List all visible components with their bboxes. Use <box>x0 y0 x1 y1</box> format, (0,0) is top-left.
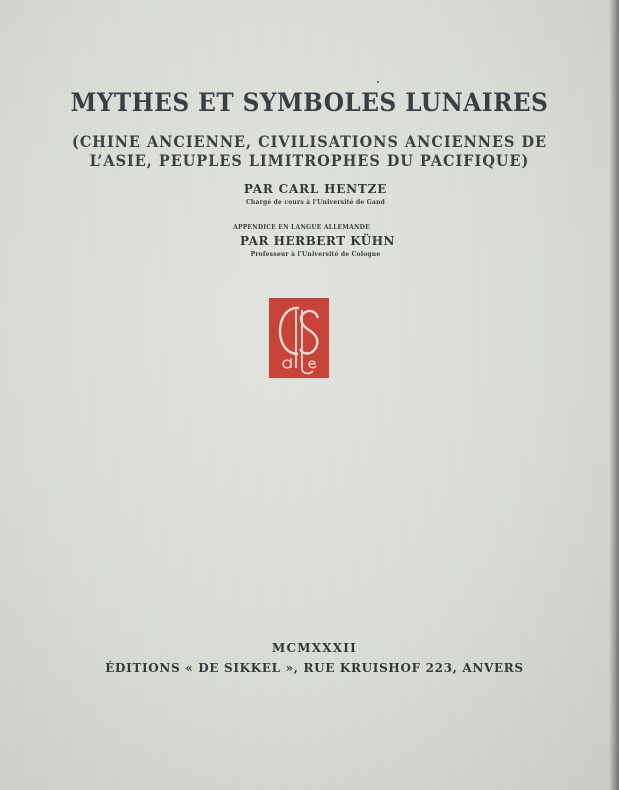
publisher-line: ÉDITIONS « DE SIKKEL », RUE KRUISHOF 223, ANVERS <box>105 660 524 675</box>
author-role: Chargé de cours à l'Université de Gand <box>245 199 386 206</box>
appendix-author-name: PAR HERBERT KÜHN <box>240 234 395 248</box>
cover-edge-shadow <box>609 0 619 790</box>
subtitle-line-1: (CHINE ANCIENNE, CIVILISATIONS ANCIENNES DE <box>71 132 548 151</box>
appendix-note: APPENDICE EN LANGUE ALLEMANDE <box>233 224 370 231</box>
author-name: PAR CARL HENTZE <box>243 182 388 196</box>
logo-background <box>269 298 329 378</box>
monogram-svg <box>269 298 329 378</box>
book-title: MYTHES ET SYMBOLES LUNAIRES <box>70 88 549 117</box>
publisher-logo-icon <box>269 298 329 378</box>
publication-year: MCMXXXII <box>272 641 357 655</box>
appendix-author-role: Professeur à l'Université de Cologne <box>250 251 381 258</box>
subtitle-line-2: L’ASIE, PEUPLES LIMITROPHES DU PACIFIQUE) <box>89 151 530 170</box>
paper-speck <box>377 81 379 83</box>
